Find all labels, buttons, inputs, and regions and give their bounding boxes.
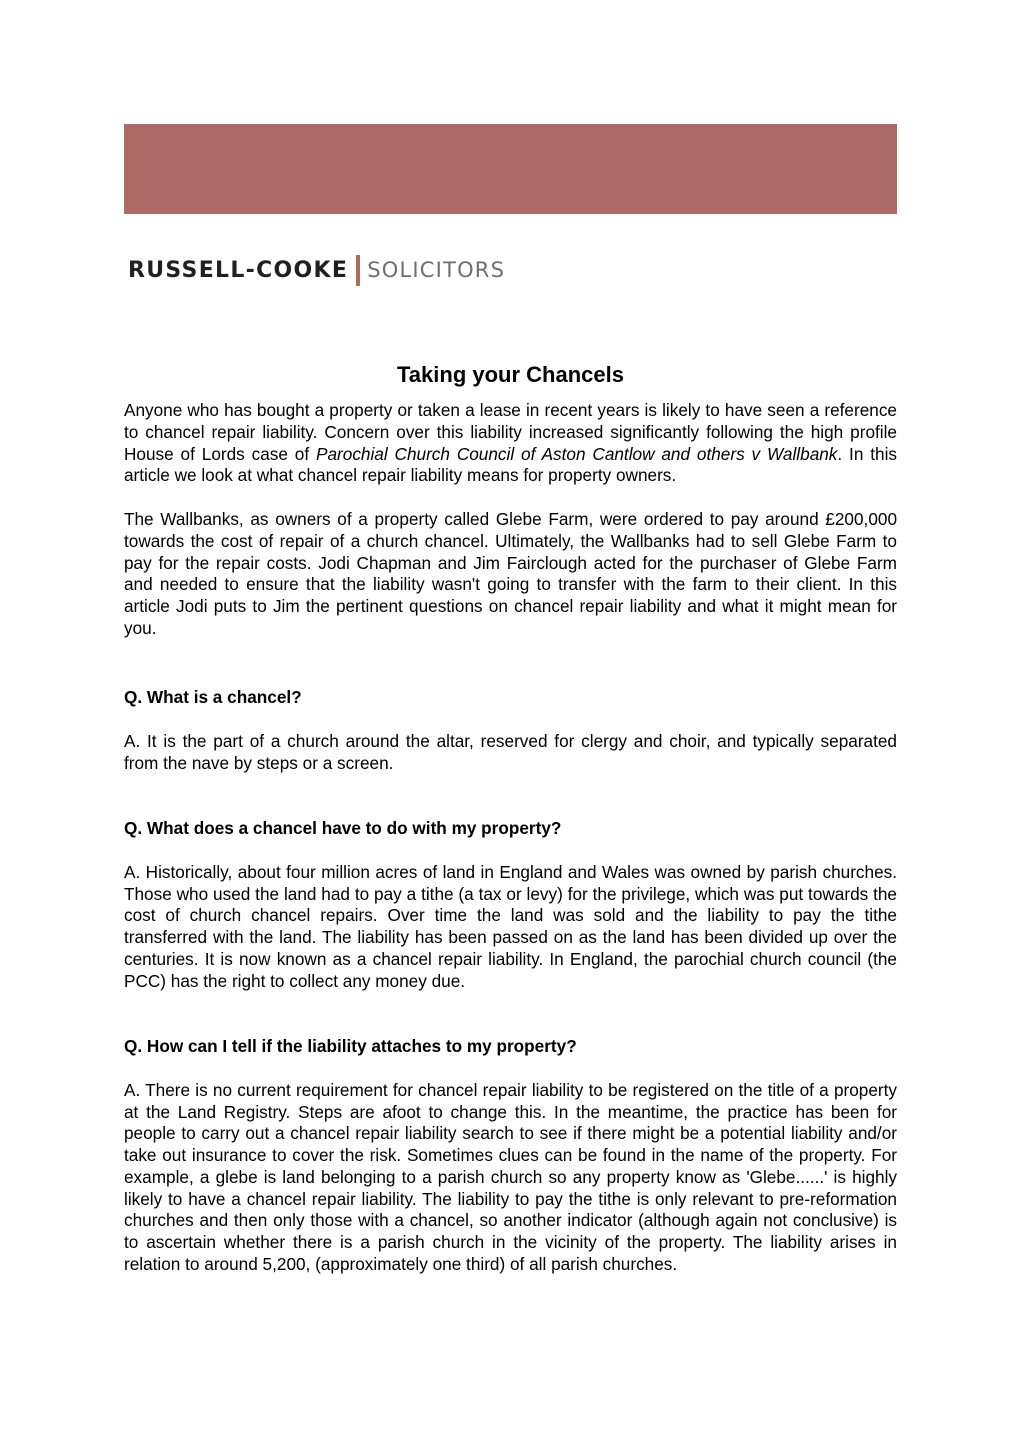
case-name: Parochial Church Council of Aston Cantlow and others v Wallbank [316, 443, 838, 464]
answer-2: A. Historically, about four million acres of land in England and Wales was owned by parish churches. Those who used the land had to pay a tithe (a tax or levy) for the privilege, which was put towards the cost of church chancel repairs. Over time the land was sold and the liability to pay the tithe transferred with the land. The liability has been passed on as the land has been divided up over the centuries. It is now known as a chancel repair liability. In England, the parochial church council (the PCC) has the right to collect any money due. [124, 861, 897, 991]
article-body [124, 400, 897, 1276]
question-3: Q. How can I tell if the liability attaches to my property? [124, 1036, 577, 1057]
intro-paragraph [124, 400, 897, 487]
answer-1: A. It is the part of a church around the altar, reserved for clergy and choir, and typically separated from the nave by steps or a screen. [124, 730, 897, 773]
background-paragraph: The Wallbanks, as owners of a property called Glebe Farm, were ordered to pay around £200,000 towards the cost of repair of a church chancel. Ultimately, the Wallbanks had to sell Glebe Farm to pay for the repair costs. Jodi Chapman and Jim Fairclough acted for the purchaser of Glebe Farm and needed to ensure that the liability wasn't going to transfer with the farm to their client. In this article Jodi puts to Jim the pertinent questions on chancel repair liability and what it might mean for you. [124, 508, 897, 638]
intro-text-before: Anyone who has bought a property or taken a lease in recent years is likely to have seen a reference to chancel repair liability. Concern over this liability increased significantly following the high profile House of Lords case of [124, 400, 897, 464]
logo-primary-text: RUSSELL-COOKE [128, 257, 349, 283]
company-logo [128, 254, 505, 286]
logo-divider [356, 255, 360, 286]
article-title: Taking your Chancels [397, 361, 624, 387]
question-2: Q. What does a chancel have to do with my property? [124, 818, 562, 839]
logo-secondary-text: SOLICITORS [367, 258, 506, 282]
answer-3: A. There is no current requirement for chancel repair liability to be registered on the title of a property at the Land Registry. Steps are afoot to change this. In the meantime, the practice has been for people to carry out a chancel repair liability search to see if there might be a potential liability and/or take out insurance to cover the risk. Sometimes clues can be found in the name of the property. For example, a glebe is land belonging to a parish church so any property know as 'Glebe......' is highly likely to have a chancel repair liability. The liability to pay the tithe is only relevant to pre-reformation churches and then only those with a chancel, so another indicator (although again not conclusive) is to ascertain whether there is a parish church in the vicinity of the property. The liability arises in relation to around 5,200, (approximately one third) of all parish churches. [124, 1079, 897, 1275]
intro-text-after: . In this article we look at what chancel repair liability means for property owners. [124, 443, 898, 486]
question-1: Q. What is a chancel? [124, 687, 302, 708]
header-banner [124, 124, 897, 214]
